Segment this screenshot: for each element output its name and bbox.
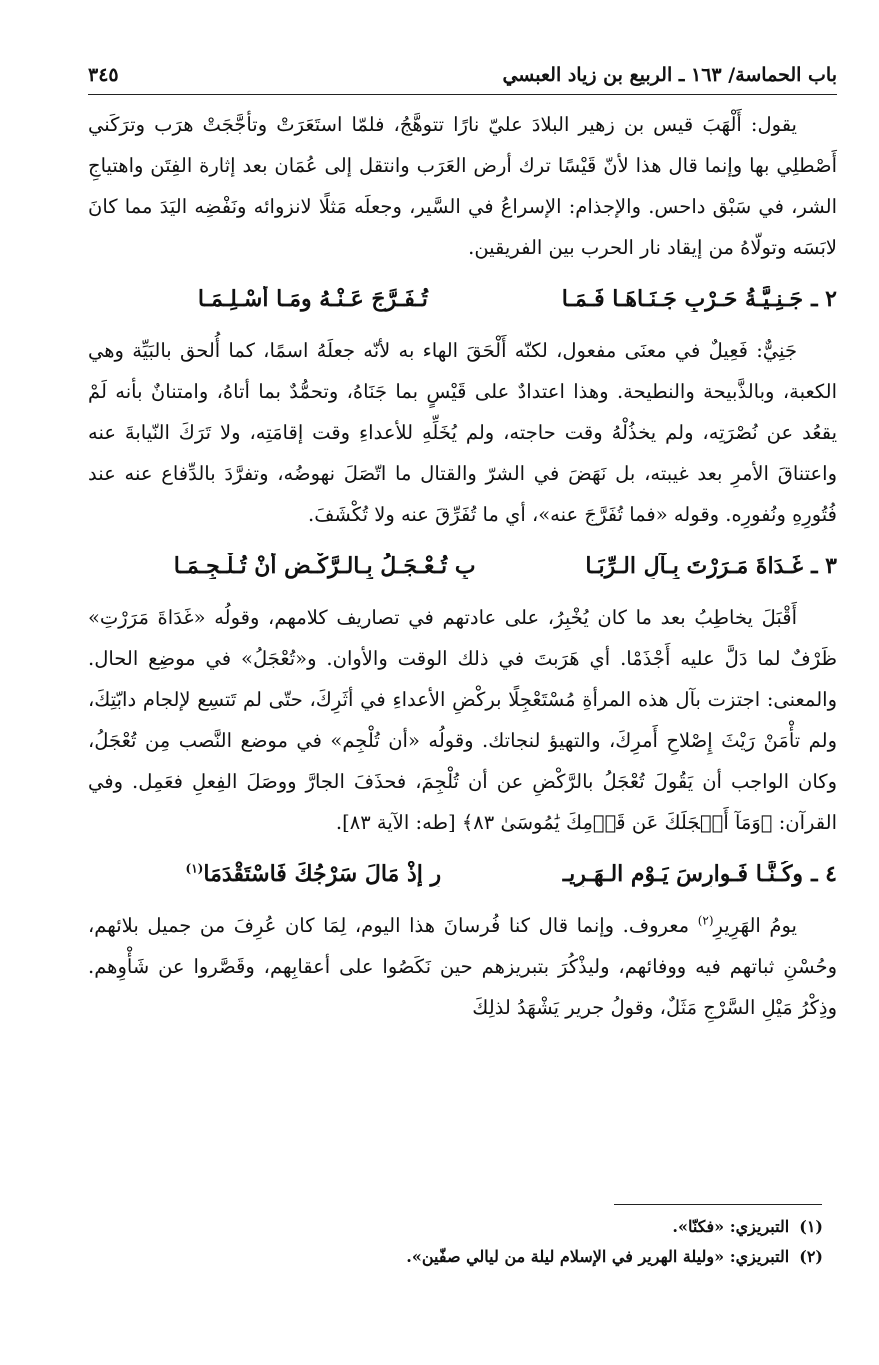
footnote-text: التبريزي: «وليلة الهرير في الإسلام ليلة من ليالي صفّين». [406,1247,790,1266]
commentary-paragraph-3: أَقْبَلَ يخاطِبُ بعد ما كان يُخْبِرُ، على عادتهم في تصاريف كلامهم، وقولُه «غَدَاةَ مَرَرْتِ» ظَرْفٌ لما دَلَّ عليه أَجْذَمْا. أي هَرَبتَ في ذلك الوقت والأوان. و«تُعْجَلُ» في موضِع الحال. والمعنى: اجتزت بآل هذه المرأةِ مُسْتَعْجِلًا بركْضِ الأعداءِ في أثَرِكَ، حتّى لم تَتسِع لإلجام دابّتِكَ، ولم تأْمَنْ رَيْثَ إِصْلاحِ أَمرِكَ، والتهيؤ لنجاتك. وقولُه «أن تُلْجِم» في موضع النَّصب مِن تُعْجَلُ، وكان الواجب أن يَقُولَ تُعْجَلُ بالرَّكْضِ عن أن تُلْجِمَ، فحذَفَ الجارَّ ووصَلَ الفِعلِ فعَمِل. وفي القرآن: ﴿وَمَآ أَعۡجَلَكَ عَن قَوۡمِكَ يَٰمُوسَىٰ ٨٣﴾ [طه: الآية ٨٣]. [88,606,837,834]
footnote-mark-1: (١) [185,861,204,876]
verse-number: ٤ ـ [811,861,837,887]
header-rule [88,94,837,95]
paragraph-start: يومُ الهَرِيرِ [713,914,797,937]
commentary-paragraph-1: يقول: أَلْهَبَ قيس بن زهير البلادَ عليّ نارًا تتوهَّجُ، فلمّا استَعَرَتْ وتأجَّجَتْ هرَب وترَكَني أَصْطلِي بها وإنما قال هذا لأنّ قَيْسًا ترك أرض العَرَب وانتقل إلى عُمَان بعد إثارة الفِتَن واهتياجِ الشر، في سَبْق داحس. والإجذام: الإسراعُ في السَّير، وجعلَه مَثلًا لانزوائه ونَفْضِه اليَدَ مما كانَ لابَسَه وتولّاهُ من إيقاد نار الحرب بين الفريقين. [88,113,837,259]
footnote-1 [88,1212,823,1242]
footnote-text: التبريزي: «فكنّا». [672,1217,790,1236]
verse-first-hemistich: وكُـنَّـا فَـوارِسَ يَـوْمِ الـهَـرِيـ [562,861,804,887]
verse-number: ٣ ـ [811,553,837,579]
verse-number: ٢ ـ [811,286,837,312]
footnote-mark-2: (٢) [697,913,714,928]
verse-3 [88,537,837,595]
paragraph-rest: معروف. وإنما قال كنا فُرسانَ هذا اليوم، لِمَا كان عُرِفَ من جميل بلائهم، وحُسْنِ ثباتهم فيه ووفائهم، وليذْكُرَ بتبريزهم حين نَكَصُوا على أعقابِهم، وقَصَّروا عن شَأْوِهم. وذِكْرُ مَيْلِ السَّرْجِ مَثَلٌ، وقولُ جرير يَشْهَدُ لذلِكَ [88,914,837,1019]
footnote-2 [88,1242,823,1272]
main-text [88,104,837,1028]
footnote-rule [614,1204,822,1205]
verse-4 [88,845,837,903]
footnotes [88,1212,823,1272]
verse-second-hemistich [88,861,465,887]
verse-first-hemistich: غَـدَاةَ مَـرَرْتَ بِـآلِ الـرِّبَـا [585,553,804,579]
verse-second-hemistich: تُـفَـرَّجَ عَـنْـهُ ومَـا أُسْـلِـمَـا [197,286,428,312]
running-header [88,58,837,92]
verse-2 [88,270,837,328]
footnote-number: (٢) [799,1247,823,1266]
hemistich-text: رِ إِذْ مَالَ سَرْجُكَ فَاسْتَقْدَمَا [203,861,442,887]
page-number: ٣٤٥ [88,64,119,86]
commentary-paragraph-2: جَنِيٌّ: فَعِيلٌ في معنَى مفعول، لكنّه أَلْحَقَ الهاء به لأنّه جعلَهُ اسمًا، كما أُلحق بالبَيِّة وهي الكعبة، وبالذَّبيحة والنطيحة. وهذا اعتدادٌ على قَيْسٍ بما جَنَاهُ، وتحمُّدٌ بما أتاهُ، وامتنانٌ بأنه لَمْ يقعُد عن نُصْرَتِه، ولم يخذُلْهُ وقت حاجته، ولم يُخَلِّهِ للأعداءِ وقت إقامَتِه، ولا تَرَكَ النّيابةَ عنه واعتناقَ الأمرِ بعد غيبته، بل نَهَضَ في الشرّ والقتال ما اتّصَلَ نهوضُه، وتفرَّدَ بالدِّفاع عنه عند فُتُورِهِ ونُفورِه. وقوله «فما تُفَرَّجَ عنه»، أي ما تُفَرِّقَ عنه ولا تُكْشَفَ. [88,339,837,526]
verse-first-hemistich: جَـنِـيَّـةُ حَـرْبٍ جَـنَـاهَـا فَـمَـا [561,286,804,312]
commentary-paragraph-4 [88,905,837,1028]
footnote-number: (١) [799,1217,823,1236]
header-title: باب الحماسة/ ١٦٣ ـ الربيع بن زياد العبسي [502,64,837,86]
verse-second-hemistich: بِ تُـعْـجَـلُ بِـالـرَّكْـضِ أَنْ تُـلْـجِـمَـا [173,553,476,579]
